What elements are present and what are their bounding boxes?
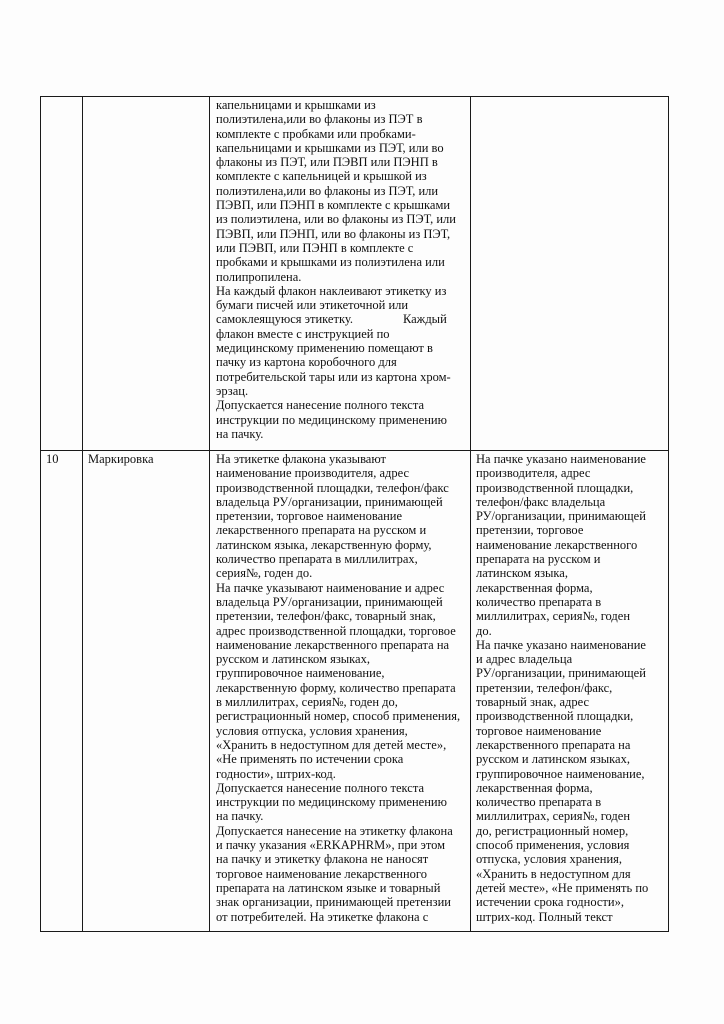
actual-cell <box>476 452 666 924</box>
prev-row-requirement-text: капельницами и крышками из полиэтилена,или во флаконы из ПЭТ в комплекте с пробками или пробками- капельницами и крышками из ПЭТ, или во флаконы из ПЭТ, или ПЭВП или ПЭНП в комплекте с капельницей и крышкой из полиэтилена,или во флаконы из ПЭТ, или ПЭВП, или ПЭНП в комплекте с крышками из полиэтилена, или во флаконы из ПЭТ, или ПЭВП, или ПЭНП, или во флаконы из ПЭТ, или ПЭВП, или ПЭНП в комплекте с пробками и крышками из полиэтилена или полипропилена. На каждый флакон наклеивают этикетку из бумаги писчей или этикеточной или самоклеящуюся этикетку. Каждый флакон вместе с инструкцией по медицинскому применению помещают в пачку из картона коробочного для потребительской тары или из картона хром- эрзац. Допускается нанесение полного текста инструкции по медицинскому применению на пачку. <box>216 98 456 441</box>
table-right-border <box>668 96 669 932</box>
row-number-cell <box>46 452 80 466</box>
row-divider <box>40 450 669 451</box>
table-top-border <box>40 96 669 97</box>
prev-row-requirement-cell <box>216 98 468 441</box>
row-name-cell <box>88 452 206 466</box>
col-divider-2 <box>209 96 210 932</box>
actual-text: На пачке указано наименование производителя, адрес производственной площадки, телефон/факс владельца РУ/организации, принимающей претензии, торговое наименование лекарственного препарата на русском и латинском языка, лекарственная форма, количество препарата в миллилитрах, серия№, годен до. На пачке указано наименование и адрес владельца РУ/организации, принимающей претензии, телефон/факс, товарный знак, адрес производственной площадки, торговое наименование лекарственного препарата на русском и латинском языках, группировочное наименование, лекарственная форма, количество препарата в миллилитрах, серия№, годен до, регистрационный номер, способ применения, условия отпуска, условия хранения, «Хранить в недоступном для детей месте», «Не применять по истечении срока годности», штрих-код. Полный текст <box>476 452 649 924</box>
col-divider-1 <box>82 96 83 932</box>
table-left-border <box>40 96 41 932</box>
row-name: Маркировка <box>88 452 154 466</box>
requirement-cell <box>216 452 468 924</box>
col-divider-3 <box>470 96 471 932</box>
table-bottom-border <box>40 931 669 932</box>
row-number: 10 <box>46 452 59 466</box>
requirement-text: На этикетке флакона указывают наименование производителя, адрес производственной площадки, телефон/факс владельца РУ/организации, принимающей претензии, торговое наименование лекарственного препарата на русском и латинском языка, лекарственную форму, количество препарата в миллилитрах, серия№, годен до. На пачке указывают наименование и адрес владельца РУ/организации, принимающей претензии, телефон/факс, товарный знак, адрес производственной площадки, торговое наименование лекарственного препарата на русском и латинском языках, группировочное наименование, лекарственную форму, количество препарата в миллилитрах, серия№, годен до, регистрационный номер, способ применения, условия отпуска, условия хранения, «Хранить в недоступном для детей месте», «Не применять по истечении срока годности», штрих-код. Допускается нанесение полного текста инструкции по медицинскому применению на пачку. Допускается нанесение на этикетку флакона и пачку указания «ERKAPHRM», при этом на пачку и этикетку флакона не наносят торговое наименование лекарственного препарата на латинском языке и товарный знак организации, принимающей претензии от потребителей. На этикетке флакона с <box>216 452 461 924</box>
spec-table <box>40 96 669 932</box>
